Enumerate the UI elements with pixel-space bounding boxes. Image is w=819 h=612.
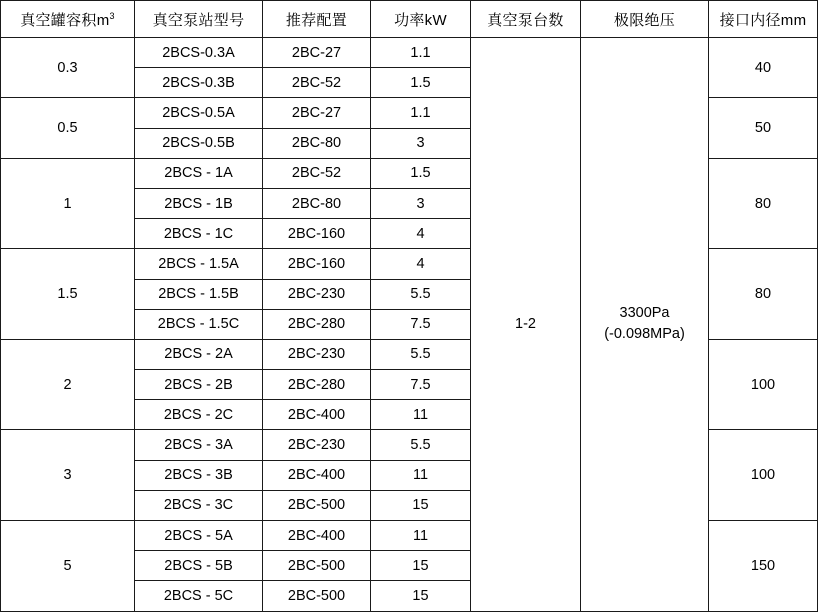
- cell-model: 2BCS - 1C: [135, 219, 263, 249]
- cell-power: 11: [371, 400, 471, 430]
- cell-volume: 0.3: [1, 38, 135, 98]
- cell-model: 2BCS - 1.5C: [135, 309, 263, 339]
- column-header-model: 真空泵站型号: [135, 1, 263, 38]
- cell-model: 2BCS - 5A: [135, 521, 263, 551]
- cell-config: 2BC-160: [263, 249, 371, 279]
- cell-model: 2BCS-0.3B: [135, 68, 263, 98]
- column-header-volume: [1, 1, 135, 38]
- cell-config: 2BC-230: [263, 339, 371, 369]
- cell-config: 2BC-160: [263, 219, 371, 249]
- table-body: [1, 38, 818, 612]
- column-header-count: 真空泵台数: [471, 1, 581, 38]
- column-header-power: 功率kW: [371, 1, 471, 38]
- cell-config: 2BC-52: [263, 68, 371, 98]
- cell-power: 7.5: [371, 370, 471, 400]
- cell-config: 2BC-500: [263, 581, 371, 611]
- cell-model: 2BCS - 1.5A: [135, 249, 263, 279]
- cell-config: 2BC-80: [263, 128, 371, 158]
- column-header-config: 推荐配置: [263, 1, 371, 38]
- cell-power: 15: [371, 551, 471, 581]
- cell-power: 15: [371, 581, 471, 611]
- cell-config: 2BC-280: [263, 370, 371, 400]
- cell-model: 2BCS - 2C: [135, 400, 263, 430]
- table-row: [1, 38, 818, 68]
- cell-model: 2BCS - 1B: [135, 188, 263, 218]
- cell-model: 2BCS - 3A: [135, 430, 263, 460]
- cell-model: 2BCS - 2A: [135, 339, 263, 369]
- cell-model: 2BCS - 3B: [135, 460, 263, 490]
- cell-config: 2BC-500: [263, 490, 371, 520]
- cell-model: 2BCS-0.3A: [135, 38, 263, 68]
- cell-power: 3: [371, 128, 471, 158]
- cell-model: 2BCS - 5B: [135, 551, 263, 581]
- cell-model: 2BCS - 1.5B: [135, 279, 263, 309]
- cell-config: 2BC-500: [263, 551, 371, 581]
- cell-power: 7.5: [371, 309, 471, 339]
- cell-diameter: 80: [709, 158, 818, 249]
- cell-config: 2BC-27: [263, 98, 371, 128]
- cell-config: 2BC-230: [263, 430, 371, 460]
- cell-diameter: 50: [709, 98, 818, 158]
- cell-model: 2BCS - 1A: [135, 158, 263, 188]
- cell-power: 1.5: [371, 68, 471, 98]
- cell-diameter: 80: [709, 249, 818, 340]
- cell-pump-count: 1-2: [471, 38, 581, 612]
- cell-power: 3: [371, 188, 471, 218]
- cell-diameter: 100: [709, 339, 818, 430]
- cell-volume: 1: [1, 158, 135, 249]
- cell-config: 2BC-400: [263, 400, 371, 430]
- cell-power: 5.5: [371, 430, 471, 460]
- cell-pressure: [581, 38, 709, 612]
- cell-power: 1.5: [371, 158, 471, 188]
- cell-power: 5.5: [371, 339, 471, 369]
- cell-pressure-value: 3300Pa: [619, 304, 670, 321]
- column-header-volume-label: 真空罐容积m: [20, 11, 110, 29]
- cell-model: 2BCS-0.5A: [135, 98, 263, 128]
- table-header-row: [1, 1, 818, 38]
- cell-config: 2BC-280: [263, 309, 371, 339]
- cell-volume: 5: [1, 521, 135, 612]
- cell-volume: 2: [1, 339, 135, 430]
- cell-diameter: 150: [709, 521, 818, 612]
- cell-power: 1.1: [371, 38, 471, 68]
- cell-model: 2BCS-0.5B: [135, 128, 263, 158]
- column-header-pressure: 极限绝压: [581, 1, 709, 38]
- cell-config: 2BC-80: [263, 188, 371, 218]
- cell-power: 5.5: [371, 279, 471, 309]
- cell-power: 11: [371, 521, 471, 551]
- cell-volume: 3: [1, 430, 135, 521]
- cell-config: 2BC-400: [263, 460, 371, 490]
- cell-volume: 0.5: [1, 98, 135, 158]
- cell-config: 2BC-52: [263, 158, 371, 188]
- cell-diameter: 100: [709, 430, 818, 521]
- cell-model: 2BCS - 5C: [135, 581, 263, 611]
- cell-model: 2BCS - 2B: [135, 370, 263, 400]
- cell-power: 11: [371, 460, 471, 490]
- cell-config: 2BC-27: [263, 38, 371, 68]
- cell-config: 2BC-400: [263, 521, 371, 551]
- column-header-diameter: 接口内径mm: [709, 1, 818, 38]
- cell-volume: 1.5: [1, 249, 135, 340]
- cell-power: 4: [371, 249, 471, 279]
- cell-power: 1.1: [371, 98, 471, 128]
- cell-model: 2BCS - 3C: [135, 490, 263, 520]
- cell-diameter: 40: [709, 38, 818, 98]
- cell-config: 2BC-230: [263, 279, 371, 309]
- column-header-volume-exponent: 3: [109, 10, 115, 21]
- table-header: [1, 1, 818, 38]
- cell-power: 15: [371, 490, 471, 520]
- cell-power: 4: [371, 219, 471, 249]
- cell-pressure-gauge: (-0.098MPa): [604, 326, 685, 343]
